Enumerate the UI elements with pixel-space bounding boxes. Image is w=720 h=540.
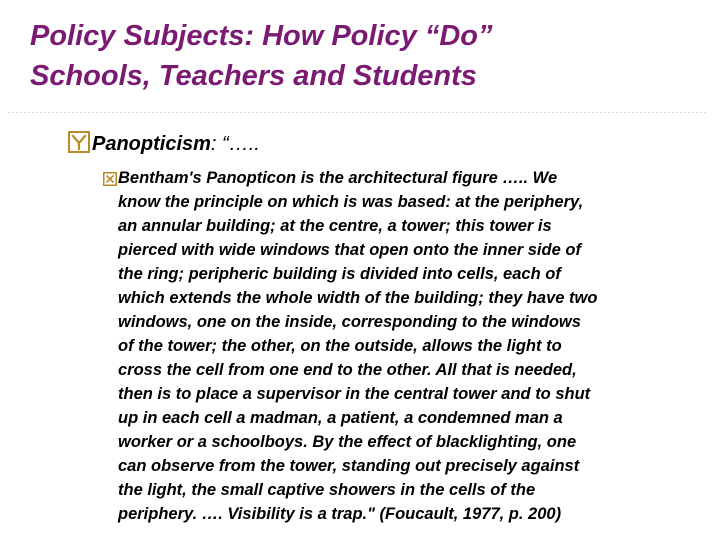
quote-line: can observe from the tower, standing out precisely against <box>118 457 580 475</box>
y-box-bullet-icon <box>68 131 90 153</box>
quote-line: an annular building; at the centre, a tower; this tower is <box>118 217 552 235</box>
slide-title <box>30 16 700 96</box>
title-divider <box>8 112 708 113</box>
quote-line: know the principle on which is was based: at the periphery, <box>118 193 584 211</box>
quote-line: of the tower; the other, on the outside, allows the light to <box>118 337 562 355</box>
quote-line: cross the cell from one end to the other. All that is needed, <box>118 361 577 379</box>
quote-line: the light, the small captive showers in the cells of the <box>118 481 536 499</box>
quote-line: which extends the whole width of the building; they have two <box>118 289 598 307</box>
bullet-level2-quote <box>118 166 597 526</box>
quote-line: Bentham's Panopticon is the architectural figure ….. We <box>118 169 558 187</box>
quote-line: up in each cell a madman, a patient, a condemned man a <box>118 409 563 427</box>
x-box-bullet-icon <box>103 172 117 186</box>
bullet-level1 <box>92 132 260 156</box>
bullet-level1-term: Panopticism <box>92 133 211 155</box>
quote-line: windows, one on the inside, corresponding to the windows <box>118 313 581 331</box>
quote-line: periphery. …. Visibility is a trap." (Foucault, 1977, p. 200) <box>118 505 562 523</box>
quote-line: worker or a schoolboys. By the effect of blacklighting, one <box>118 433 577 451</box>
bullet-level1-rest: : “….. <box>210 133 260 155</box>
quote-line: then is to place a supervisor in the central tower and to shut <box>118 385 591 403</box>
quote-line: pierced with wide windows that open onto the inner side of <box>118 241 581 259</box>
title-line-2: Schools, Teachers and Students <box>30 60 477 92</box>
title-line-1: Policy Subjects: How Policy “Do” <box>30 20 493 52</box>
quote-line: the ring; peripheric building is divided into cells, each of <box>118 265 561 283</box>
